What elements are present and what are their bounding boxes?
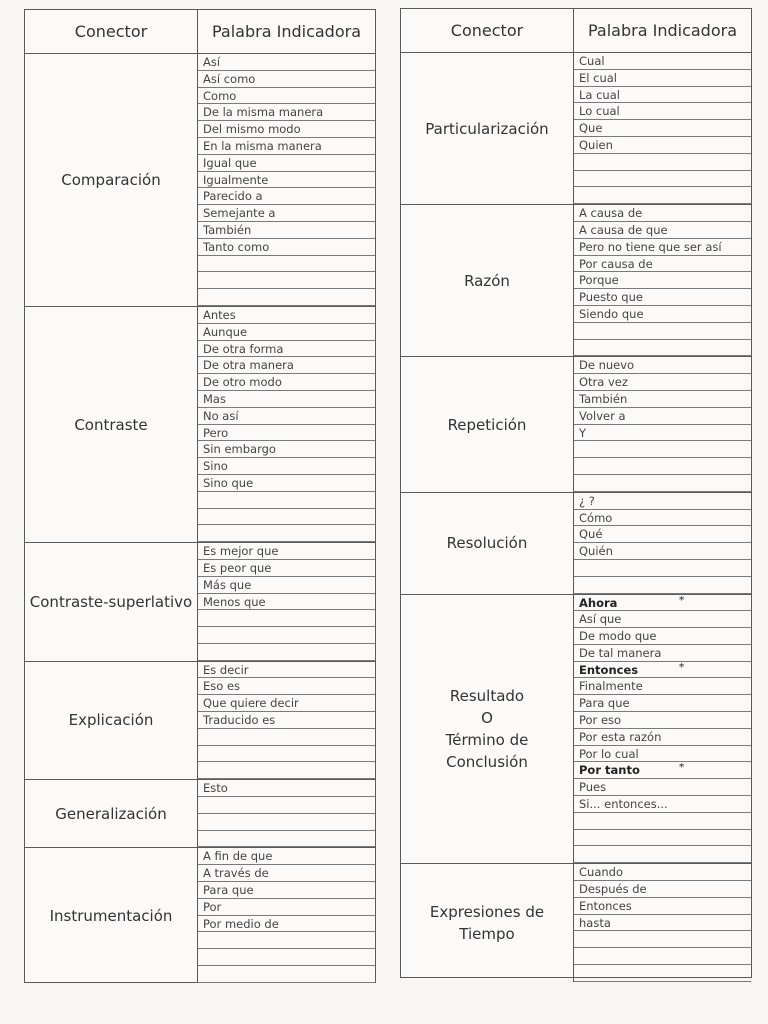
indicator-word: Por causa de bbox=[574, 256, 751, 273]
connector-group bbox=[401, 53, 751, 205]
connector-label: Instrumentación bbox=[49, 906, 173, 925]
indicator-word: Más que bbox=[198, 577, 375, 594]
indicator-word: Después de bbox=[574, 881, 751, 898]
indicator-word: Antes bbox=[198, 307, 375, 324]
header-palabra-indicadora: Palabra Indicadora bbox=[588, 21, 737, 40]
indicator-word: También bbox=[198, 222, 375, 239]
indicator-word: Si... entonces... bbox=[574, 796, 751, 813]
empty-row bbox=[198, 256, 375, 273]
header-palabra-indicadora: Palabra Indicadora bbox=[212, 22, 361, 41]
connector-group bbox=[401, 357, 751, 492]
left-table bbox=[24, 9, 376, 983]
empty-row bbox=[198, 627, 375, 644]
indicator-word: Por lo cual bbox=[574, 746, 751, 763]
indicator-word: Ahora * bbox=[574, 595, 751, 612]
connector-label: Conclusión bbox=[446, 752, 528, 771]
connector-cell bbox=[401, 205, 574, 356]
connector-label: Contraste-superlativo bbox=[29, 592, 193, 611]
empty-row bbox=[198, 949, 375, 966]
asterisk-mark: * bbox=[679, 762, 685, 774]
connector-group bbox=[25, 543, 375, 662]
indicator-word: Pero no tiene que ser así bbox=[574, 239, 751, 256]
empty-row bbox=[198, 932, 375, 949]
indicator-word: Entonces bbox=[574, 898, 751, 915]
connector-label: Término de bbox=[445, 730, 529, 749]
empty-row bbox=[198, 272, 375, 289]
empty-row bbox=[574, 813, 751, 830]
empty-row bbox=[198, 525, 375, 542]
connector-label: Resultado bbox=[449, 686, 525, 705]
connector-cell bbox=[401, 864, 574, 982]
indicator-word: De modo que bbox=[574, 628, 751, 645]
indicator-word: Traducido es bbox=[198, 712, 375, 729]
indicator-word: Para que bbox=[574, 695, 751, 712]
indicator-word: Del mismo modo bbox=[198, 121, 375, 138]
indicator-word: De la misma manera bbox=[198, 104, 375, 121]
indicator-word: No así bbox=[198, 408, 375, 425]
indicator-word: También bbox=[574, 391, 751, 408]
indicator-words bbox=[198, 662, 375, 780]
connector-cell bbox=[401, 357, 574, 491]
indicator-word: Esto bbox=[198, 780, 375, 797]
indicator-word: El cual bbox=[574, 70, 751, 87]
right-table-body bbox=[401, 53, 751, 982]
empty-row bbox=[574, 323, 751, 340]
indicator-word: Cual bbox=[574, 53, 751, 70]
indicator-word: De otra manera bbox=[198, 357, 375, 374]
empty-row bbox=[574, 458, 751, 475]
indicator-word: Es decir bbox=[198, 662, 375, 679]
indicator-word: Entonces * bbox=[574, 662, 751, 679]
indicator-word: Por medio de bbox=[198, 916, 375, 933]
indicator-word: Así bbox=[198, 54, 375, 71]
connector-label: Contraste bbox=[74, 415, 148, 434]
connector-label: Tiempo bbox=[459, 925, 515, 944]
indicator-word: hasta bbox=[574, 915, 751, 932]
empty-row bbox=[574, 441, 751, 458]
connector-group bbox=[401, 493, 751, 595]
connector-label: Expresiones de bbox=[429, 903, 545, 922]
empty-row bbox=[198, 831, 375, 848]
empty-row bbox=[198, 509, 375, 526]
empty-row bbox=[198, 492, 375, 509]
indicator-word: Por tanto * bbox=[574, 762, 751, 779]
empty-row bbox=[198, 746, 375, 763]
indicator-word: Porque bbox=[574, 272, 751, 289]
indicator-word: Quien bbox=[574, 137, 751, 154]
empty-row bbox=[574, 948, 751, 965]
connector-group bbox=[401, 205, 751, 357]
empty-row bbox=[198, 966, 375, 983]
empty-row bbox=[198, 762, 375, 779]
indicator-word: ¿ ? bbox=[574, 493, 751, 510]
indicator-word: Eso es bbox=[198, 678, 375, 695]
indicator-words bbox=[198, 848, 375, 982]
empty-row bbox=[574, 846, 751, 863]
indicator-word: De nuevo bbox=[574, 357, 751, 374]
indicator-word: Así como bbox=[198, 71, 375, 88]
connector-cell bbox=[25, 848, 198, 982]
indicator-word: Igual que bbox=[198, 155, 375, 172]
table-header bbox=[25, 10, 375, 54]
indicator-words bbox=[198, 54, 375, 306]
indicator-word: Otra vez bbox=[574, 374, 751, 391]
connector-cell bbox=[401, 53, 574, 204]
indicator-word: Sino que bbox=[198, 475, 375, 492]
indicator-word: Tanto como bbox=[198, 239, 375, 256]
indicator-word: De tal manera bbox=[574, 645, 751, 662]
left-table-body bbox=[25, 54, 375, 983]
connector-group bbox=[401, 595, 751, 865]
indicator-word: Aunque bbox=[198, 324, 375, 341]
indicator-word: Como bbox=[198, 88, 375, 105]
empty-row bbox=[574, 560, 751, 577]
empty-row bbox=[198, 644, 375, 661]
connector-group bbox=[25, 662, 375, 781]
indicator-word: Quién bbox=[574, 543, 751, 560]
empty-row bbox=[198, 289, 375, 306]
empty-row bbox=[574, 340, 751, 357]
table-header bbox=[401, 9, 751, 53]
indicator-word: Siendo que bbox=[574, 306, 751, 323]
indicator-word: Pues bbox=[574, 779, 751, 796]
empty-row bbox=[574, 154, 751, 171]
connector-cell bbox=[25, 543, 198, 661]
empty-row bbox=[574, 830, 751, 847]
asterisk-mark: * bbox=[679, 661, 685, 673]
indicator-word: Y bbox=[574, 425, 751, 442]
indicator-word: La cual bbox=[574, 87, 751, 104]
connector-cell bbox=[25, 307, 198, 542]
connector-group bbox=[25, 307, 375, 543]
empty-row bbox=[198, 797, 375, 814]
indicator-word: Menos que bbox=[198, 594, 375, 611]
right-table bbox=[400, 8, 752, 978]
indicator-word: Parecido a bbox=[198, 188, 375, 205]
indicator-word: Pero bbox=[198, 425, 375, 442]
indicator-words bbox=[198, 780, 375, 847]
indicator-word: En la misma manera bbox=[198, 138, 375, 155]
indicator-word: Que quiere decir bbox=[198, 695, 375, 712]
indicator-words bbox=[198, 543, 375, 661]
indicator-word: De otro modo bbox=[198, 374, 375, 391]
empty-row bbox=[574, 187, 751, 204]
indicator-word: Finalmente bbox=[574, 678, 751, 695]
indicator-words bbox=[574, 357, 751, 491]
indicator-word: Por bbox=[198, 899, 375, 916]
indicator-word: Puesto que bbox=[574, 289, 751, 306]
indicator-word: Que bbox=[574, 120, 751, 137]
indicator-word: A fin de que bbox=[198, 848, 375, 865]
connector-group bbox=[25, 780, 375, 848]
empty-row bbox=[574, 931, 751, 948]
connector-label: Generalización bbox=[55, 804, 167, 823]
indicator-word: Es mejor que bbox=[198, 543, 375, 560]
empty-row bbox=[198, 729, 375, 746]
indicator-word: Igualmente bbox=[198, 172, 375, 189]
header-conector: Conector bbox=[401, 9, 574, 52]
connector-group bbox=[25, 54, 375, 307]
empty-row bbox=[574, 171, 751, 188]
empty-row bbox=[574, 965, 751, 982]
connector-cell bbox=[25, 662, 198, 780]
connector-label: Repetición bbox=[447, 415, 527, 434]
indicator-word: Cómo bbox=[574, 510, 751, 527]
empty-row bbox=[574, 577, 751, 594]
empty-row bbox=[198, 814, 375, 831]
connector-cell bbox=[25, 780, 198, 847]
connector-cell bbox=[25, 54, 198, 306]
empty-row bbox=[198, 610, 375, 627]
header-conector: Conector bbox=[25, 10, 198, 53]
indicator-words bbox=[574, 205, 751, 356]
connector-label: O bbox=[481, 708, 493, 727]
indicator-word: Qué bbox=[574, 526, 751, 543]
indicator-word: A través de bbox=[198, 865, 375, 882]
connector-cell bbox=[401, 493, 574, 594]
indicator-word: Lo cual bbox=[574, 103, 751, 120]
indicator-word: Semejante a bbox=[198, 205, 375, 222]
connector-group bbox=[401, 864, 751, 982]
connector-label: Resolución bbox=[446, 534, 528, 553]
indicator-word: Sin embargo bbox=[198, 441, 375, 458]
connector-label: Explicación bbox=[68, 711, 154, 730]
indicator-words bbox=[198, 307, 375, 542]
indicator-word: A causa de bbox=[574, 205, 751, 222]
indicator-word: Así que bbox=[574, 611, 751, 628]
indicator-word: A causa de que bbox=[574, 222, 751, 239]
connector-group bbox=[25, 848, 375, 982]
asterisk-mark: * bbox=[679, 594, 685, 606]
indicator-word: De otra forma bbox=[198, 341, 375, 358]
connector-label: Particularización bbox=[425, 119, 549, 138]
connector-label: Razón bbox=[464, 271, 510, 290]
empty-row bbox=[574, 475, 751, 492]
connector-label: Comparación bbox=[61, 170, 161, 189]
indicator-words bbox=[574, 864, 751, 982]
indicator-word: Cuando bbox=[574, 864, 751, 881]
indicator-word: Por esta razón bbox=[574, 729, 751, 746]
indicator-word: Es peor que bbox=[198, 560, 375, 577]
indicator-words bbox=[574, 53, 751, 204]
indicator-word: Mas bbox=[198, 391, 375, 408]
indicator-word: Por eso bbox=[574, 712, 751, 729]
connector-cell bbox=[401, 595, 574, 864]
indicator-words bbox=[574, 493, 751, 594]
indicator-words bbox=[574, 595, 751, 864]
indicator-word: Para que bbox=[198, 882, 375, 899]
indicator-word: Sino bbox=[198, 458, 375, 475]
indicator-word: Volver a bbox=[574, 408, 751, 425]
